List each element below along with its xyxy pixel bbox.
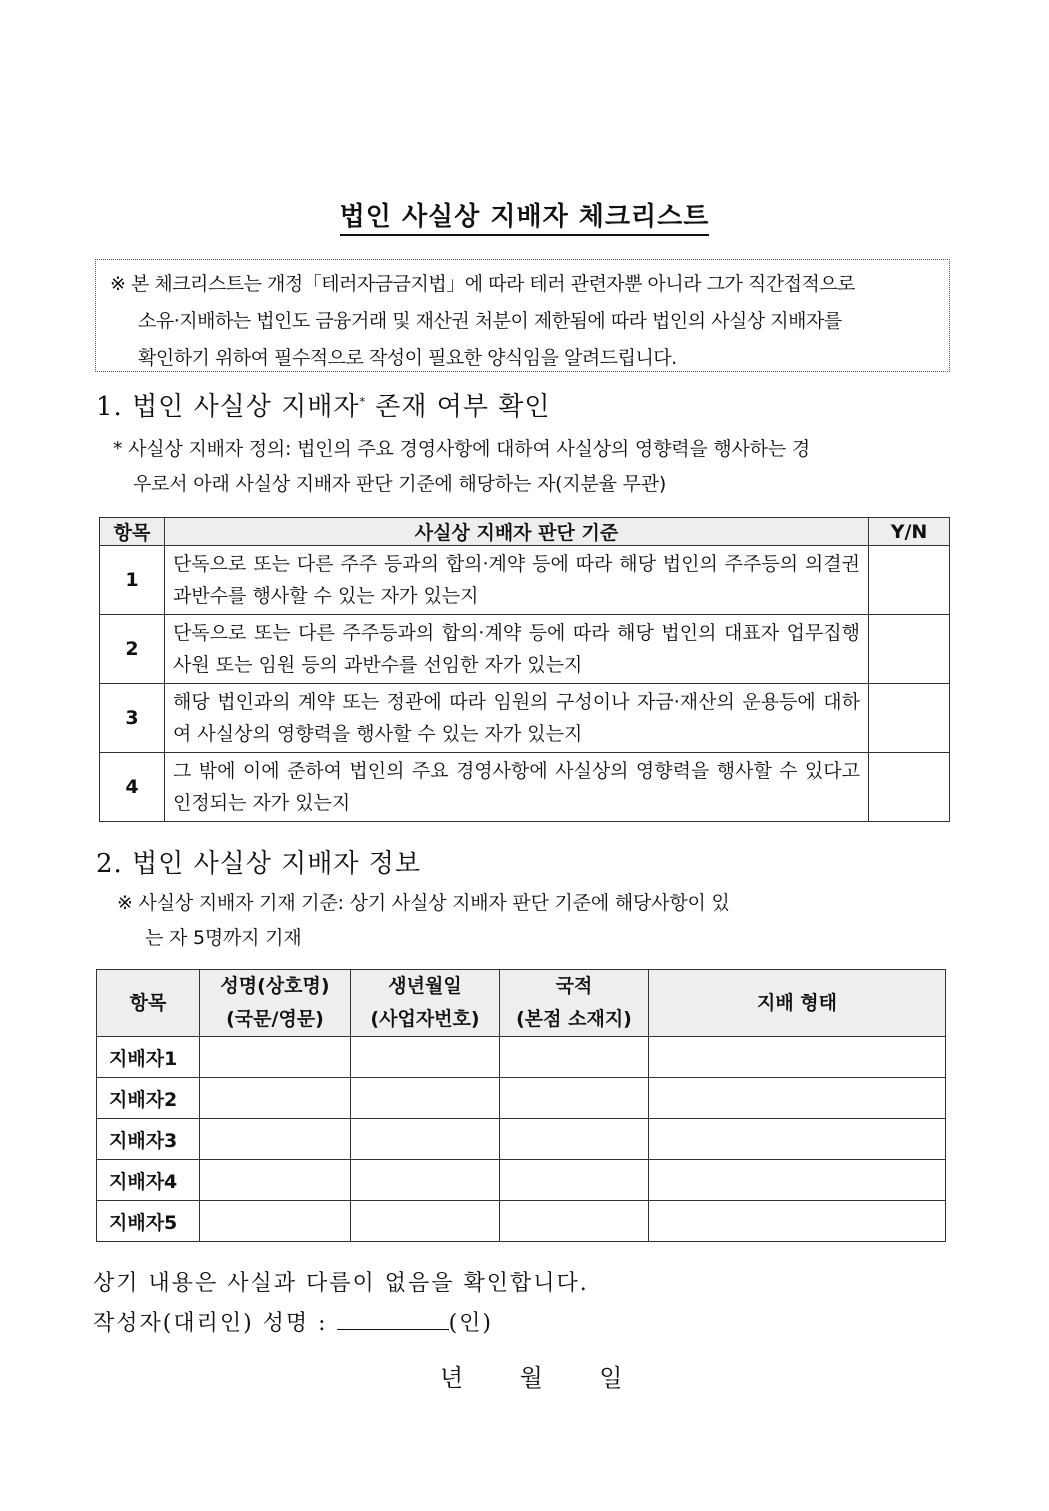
author-name-field[interactable] — [337, 1309, 449, 1330]
table-row — [97, 1037, 946, 1078]
birth-field[interactable] — [351, 1037, 500, 1078]
criteria-header-yn: Y/N — [869, 518, 950, 546]
date-month: 월 — [519, 1364, 543, 1392]
birth-field[interactable] — [351, 1201, 500, 1242]
table-row — [100, 546, 950, 615]
info-header-nation — [500, 970, 649, 1037]
table-row — [97, 1078, 946, 1119]
nation-field[interactable] — [500, 1201, 649, 1242]
criteria-num: 1 — [100, 546, 165, 615]
author-label: 작성자(대리인) 성명 : — [93, 1311, 328, 1336]
name-field[interactable] — [200, 1160, 351, 1201]
nation-field[interactable] — [500, 1160, 649, 1201]
info-header-name — [200, 970, 351, 1037]
criteria-text: 단독으로 또는 다른 주주등과의 합의·계약 등에 따라 해당 법인의 대표자 업무집행사원 또는 임원 등의 과반수를 선임한 자가 있는지 — [165, 615, 869, 684]
date-day: 일 — [599, 1364, 623, 1392]
criteria-text: 해당 법인과의 계약 또는 정관에 따라 임원의 구성이나 자금·재산의 운용등에 대하여 사실상의 영향력을 행사할 수 있는 자가 있는지 — [165, 684, 869, 753]
notice-line-1: ※ 본 체크리스트는 개정「테러자금금지법」에 따라 테러 관련자뿐 아니라 그가 직간접적으로 — [110, 273, 856, 295]
criteria-num: 2 — [100, 615, 165, 684]
info-header-nation-1: 국적 — [555, 975, 593, 997]
table-row — [97, 1160, 946, 1201]
control-type-field[interactable] — [649, 1201, 946, 1242]
info-header-birth-2: (사업자번호) — [370, 1008, 480, 1030]
yn-field[interactable] — [869, 546, 950, 615]
info-header-item: 항목 — [97, 970, 200, 1037]
section1-heading — [96, 386, 551, 423]
section1-note-line-2: 우로서 아래 사실상 지배자 판단 기준에 해당하는 자(지분율 무관) — [133, 473, 667, 495]
confirm-statement: 상기 내용은 사실과 다름이 없음을 확인합니다. — [93, 1271, 589, 1296]
control-type-field[interactable] — [649, 1119, 946, 1160]
info-header-nation-2: (본점 소재지) — [516, 1008, 632, 1030]
page-title — [0, 196, 1049, 233]
info-header-name-2: (국문/영문) — [226, 1008, 324, 1030]
yn-field[interactable] — [869, 684, 950, 753]
controller-label: 지배자4 — [97, 1160, 200, 1201]
yn-field[interactable] — [869, 753, 950, 822]
criteria-num: 3 — [100, 684, 165, 753]
info-header-type: 지배 형태 — [649, 970, 946, 1037]
birth-field[interactable] — [351, 1078, 500, 1119]
controller-label: 지배자2 — [97, 1078, 200, 1119]
section1-heading-mark: * — [359, 395, 367, 409]
section1-heading-post: 존재 여부 확인 — [366, 392, 551, 422]
date-year: 년 — [440, 1364, 464, 1392]
criteria-table — [99, 517, 950, 822]
control-type-field[interactable] — [649, 1037, 946, 1078]
criteria-header-item: 항목 — [100, 518, 165, 546]
control-type-field[interactable] — [649, 1160, 946, 1201]
date-row — [440, 1358, 671, 1393]
seal-mark: (인) — [448, 1311, 494, 1336]
name-field[interactable] — [200, 1037, 351, 1078]
controller-label: 지배자3 — [97, 1119, 200, 1160]
section2-note — [117, 886, 730, 956]
notice-line-3: 확인하기 위하여 필수적으로 작성이 필요한 양식임을 알려드립니다. — [138, 347, 677, 369]
table-row — [100, 684, 950, 753]
criteria-num: 4 — [100, 753, 165, 822]
nation-field[interactable] — [500, 1037, 649, 1078]
page-title-text: 법인 사실상 지배자 체크리스트 — [340, 202, 710, 236]
section2-note-line-2: 는 자 5명까지 기재 — [145, 927, 302, 949]
criteria-text: 그 밖에 이에 준하여 법인의 주요 경영사항에 사실상의 영향력을 행사할 수 있다고 인정되는 자가 있는지 — [165, 753, 869, 822]
section2-heading: 2. 법인 사실상 지배자 정보 — [96, 849, 422, 879]
criteria-header-criteria: 사실상 지배자 판단 기준 — [165, 518, 869, 546]
name-field[interactable] — [200, 1078, 351, 1119]
birth-field[interactable] — [351, 1119, 500, 1160]
birth-field[interactable] — [351, 1160, 500, 1201]
name-field[interactable] — [200, 1201, 351, 1242]
section1-note-line-1: * 사실상 지배자 정의: 법인의 주요 경영사항에 대하여 사실상의 영향력을 행사하는 경 — [113, 438, 810, 460]
info-header-name-1: 성명(상호명) — [220, 975, 330, 997]
section2-note-line-1: ※ 사실상 지배자 기재 기준: 상기 사실상 지배자 판단 기준에 해당사항이 있 — [117, 892, 730, 914]
nation-field[interactable] — [500, 1119, 649, 1160]
controller-info-table — [96, 969, 946, 1242]
author-line — [93, 1306, 493, 1337]
name-field[interactable] — [200, 1119, 351, 1160]
notice-box — [95, 259, 950, 372]
section1-heading-pre: 1. 법인 사실상 지배자 — [96, 392, 360, 422]
table-row — [100, 753, 950, 822]
controller-label: 지배자1 — [97, 1037, 200, 1078]
section1-note — [113, 432, 810, 502]
info-header-row — [97, 970, 946, 1037]
nation-field[interactable] — [500, 1078, 649, 1119]
notice-line-2: 소유·지배하는 법인도 금융거래 및 재산권 처분이 제한됨에 따라 법인의 사실상 지배자를 — [138, 310, 842, 332]
info-header-birth-1: 생년월일 — [388, 975, 462, 997]
table-row — [97, 1119, 946, 1160]
table-row — [100, 615, 950, 684]
controller-label: 지배자5 — [97, 1201, 200, 1242]
criteria-header-row — [100, 518, 950, 546]
table-row — [97, 1201, 946, 1242]
info-header-birth — [351, 970, 500, 1037]
control-type-field[interactable] — [649, 1078, 946, 1119]
yn-field[interactable] — [869, 615, 950, 684]
criteria-text: 단독으로 또는 다른 주주 등과의 합의·계약 등에 따라 해당 법인의 주주등의 의결권 과반수를 행사할 수 있는 자가 있는지 — [165, 546, 869, 615]
